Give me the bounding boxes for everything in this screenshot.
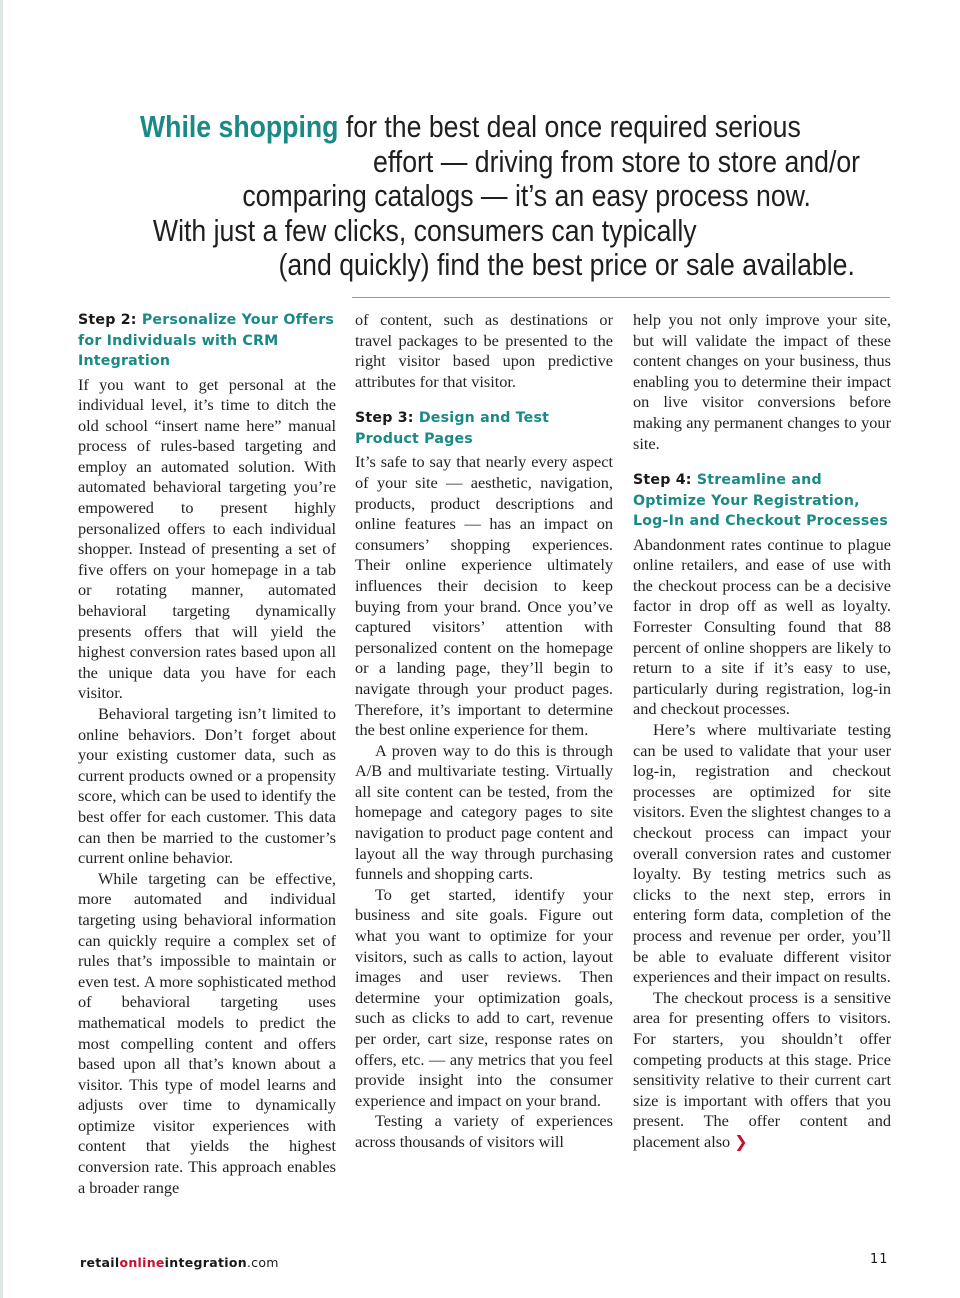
col1-paragraph-1: If you want to get personal at the individual level, it’s time to ditch the old school “insert name here” manual process of rules-based targeting and employ an automated solution. With automated behavioral targeting you’re empowered to present highly personalized offers to each individual shopper. Instead of presenting a set of five offers on your homepage in a tab or rotating manner, automated behavioral targeting dynamically presents offers that will yield the highest conversion rates based upon all the unique data you have for each visitor. [78,374,336,703]
col2-paragraph-3: A proven way to do this is through A/B and multivariate testing. Virtually all site content can be tested, from the homepage and category pages to site navigation to product page content and layout all the way through purchasing funnels and shopping carts. [355,740,613,884]
pull-quote-line-4: With just a few clicks, consumers can typically [152,212,697,248]
pull-quote [140,109,861,283]
url-part-com: .com [246,1255,279,1270]
col2-paragraph-1: of content, such as destinations or travel packages to be presented to the right visitor based upon predictive attributes for that visitor. [355,310,613,391]
step-2-label: Step 2: [78,312,142,328]
pull-quote-lead: While shopping [140,109,339,144]
step-2-heading [78,310,336,372]
article-column-1 [78,310,336,1198]
col2-paragraph-4: To get started, identify your business and site goals. Figure out what you want to optimize for your visitors, such as calls to action, layout images and user reviews. Then determine your optimization goals, such as clicks to add to cart, revenue per order, cart size, response rates on offers, etc. — any metrics that you feel provide insight into the consumer experience and impact on your brand. [355,884,613,1110]
pull-quote-line-1 [140,109,801,145]
pull-quote-line-1-text: for the best deal once required serious [338,109,801,144]
pull-quote-line-5: (and quickly) find the best price or sale available. [278,247,855,282]
col3-paragraph-4 [633,988,891,1153]
url-part-retail: retail [80,1255,120,1270]
step-4-heading [633,470,891,532]
pull-quote-line-3: comparing catalogs — it’s an easy process now. [242,178,811,213]
page-number: 11 [870,1252,889,1267]
pull-quote-rule [352,297,890,298]
url-part-integration: integration [164,1255,247,1270]
col3-paragraph-2: Abandonment rates continue to plague online retailers, and ease of use with the checkout process can be a decisive factor in drop off as well as loyalty. Forrester Consulting found that 88 percent of online shoppers are likely to return to a site if it’s easy to use, particularly during registration, log-in and checkout processes. [633,534,891,719]
step-2-title: Personalize Your Offers for Individuals with CRM Integration [78,312,335,369]
step-3-heading [355,408,613,449]
step-3-title: Design and Test Product Pages [355,410,550,447]
page-edge-rule [0,0,3,1298]
col2-paragraph-2: It’s safe to say that nearly every aspect of your site — aesthetic, navigation, products, product descriptions and online features — has an impact on consumers’ shopping experiences. Their online experience ultimately influences their decision to keep buying from your brand. Once you’ve captured visitors’ attention with personalized content on the homepage or a landing page, they’ll begin to navigate through your product pages. Therefore, it’s important to determine the best online experience for them. [355,452,613,740]
url-part-online: online [119,1255,165,1270]
footer-site-url[interactable] [80,1255,279,1270]
pull-quote-line-2: effort — driving from store to store and/or [373,143,861,179]
step-4-title: Streamline and Optimize Your Registration, Log-In and Checkout Processes [633,472,889,530]
col1-paragraph-2: Behavioral targeting isn’t limited to online behaviors. Don’t forget about your existing customer data, such as current products owned or a propensity score, which can be used to identify the best offer for each customer. This data can then be married to the customer’s current online behavior. [78,704,336,868]
col3-paragraph-1: help you not only improve your site, but will validate the impact of these content changes on your business, thus enabling you to determine their impact on live visitor conversions before making any permanent changes to your site. [633,310,891,453]
col2-paragraph-5: Testing a variety of experiences across thousands of visitors will [355,1111,613,1151]
col3-paragraph-3: Here’s where multivariate testing can be used to validate that your user log-in, registration and checkout processes are optimized for site visitors. Even the slightest changes to a checkout process can impact your overall conversion rates and customer loyalty. By testing metrics such as clicks to the next step, errors in entering form data, completion of the process and revenue per order, you’ll be able to evaluate different visitor experiences and their impact on results. [633,720,891,987]
article-column-3 [633,310,891,1152]
step-3-label: Step 3: [355,410,419,427]
step-4-label: Step 4: [633,472,697,489]
col3-paragraph-4-text: The checkout process is a sensitive area for presenting offers to visitors. For starters, you shouldn’t offer competing products at this stage. Price sensitivity relative to their current cart size is important with offers that you present. The offer content and placement also [633,987,891,1151]
col1-paragraph-3: While targeting can be effective, more automated and individual targeting using behavioral information can quickly require a complex set of rules that’s impossible to maintain or even test. A more sophisticated method of behavioral targeting uses mathematical models to predict the most compelling content and offers based upon all that’s known about a visitor. This type of model learns and adjusts over time to dynamically optimize visitor experiences with content that yields the highest conversion rate. This approach enables a broader range [78,868,336,1197]
continued-arrow-icon: ❯ [734,1131,748,1151]
article-column-2 [355,310,613,1153]
